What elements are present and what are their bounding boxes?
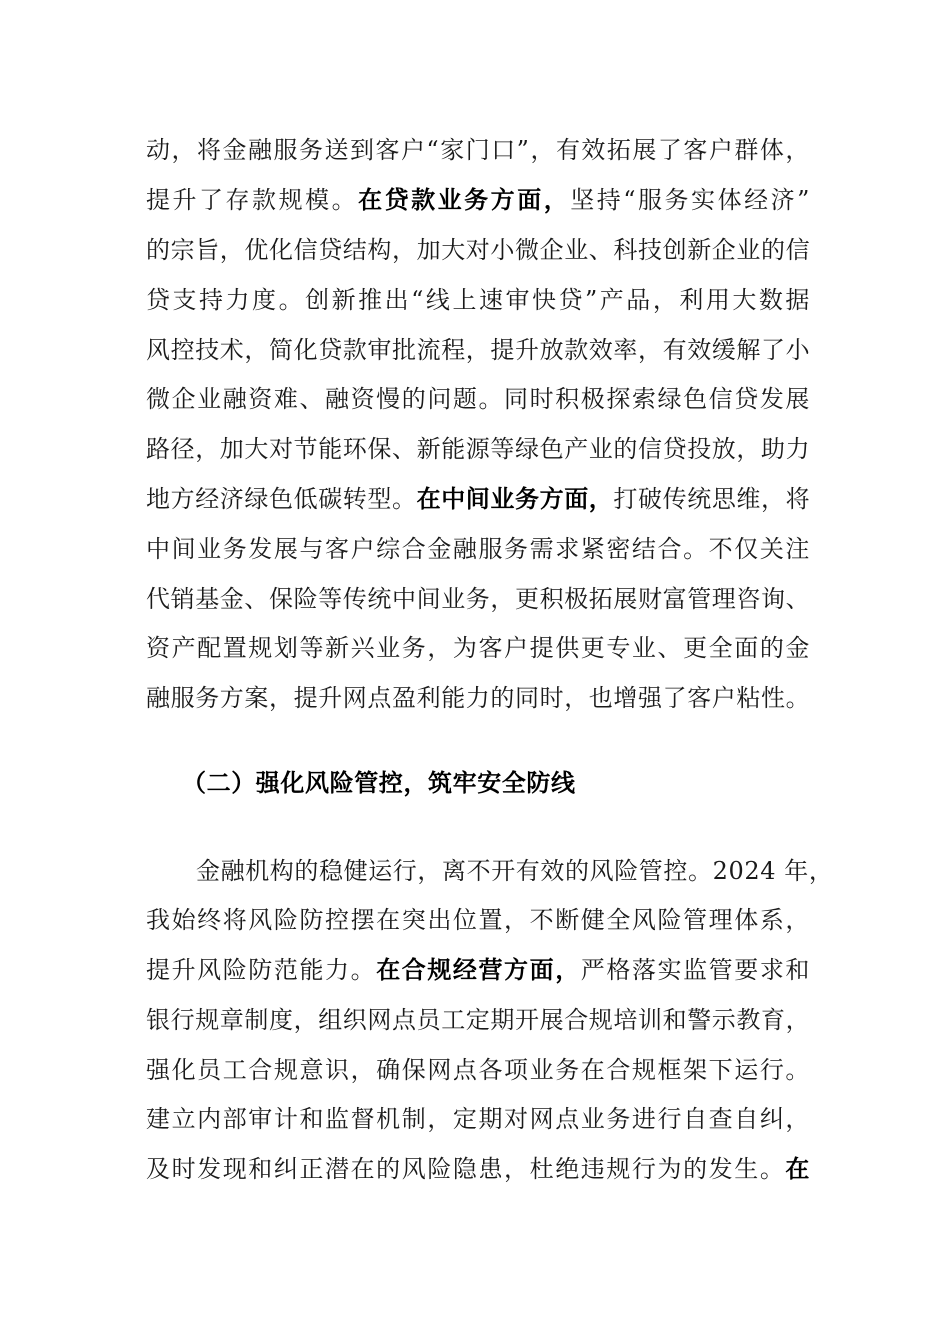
line-text: 及时发现和纠正潜在的风险隐患，杜绝违规行为的发生。	[146, 1155, 786, 1183]
paragraph-2-line-2: 我始终将风险防控摆在突出位置，不断健全风险管理体系，	[146, 906, 810, 934]
paragraph-1-line-9: 中间业务发展与客户综合金融服务需求紧密结合。不仅关注	[146, 535, 810, 563]
paragraph-1-line-2	[146, 185, 810, 215]
line-text: 地方经济绿色低碳转型。	[146, 485, 417, 513]
paragraph-2-line-3	[146, 955, 810, 985]
paragraph-1-line-12: 融服务方案，提升网点盈利能力的同时，也增强了客户粘性。	[146, 684, 811, 712]
paragraph-1-line-8	[146, 484, 810, 514]
line-text: 严格落实监管要求和	[580, 956, 810, 984]
bold-lead-compliance: 在合规经营方面，	[376, 955, 581, 984]
paragraph-2-line-4: 银行规章制度，组织网点员工定期开展合规培训和警示教育，	[146, 1006, 811, 1034]
paragraph-1-line-4: 贷支持力度。创新推出“线上速审快贷”产品，利用大数据	[146, 286, 810, 314]
paragraph-2-line-1: 金融机构的稳健运行，离不开有效的风险管控。2024 年，	[196, 857, 834, 885]
paragraph-2-line-7	[146, 1154, 810, 1184]
line-text: 提升风险防范能力。	[146, 956, 377, 984]
line-text: 提升了存款规模。	[146, 186, 359, 214]
paragraph-1-line-6: 微企业融资难、融资慢的问题。同时积极探索绿色信贷发展	[146, 385, 810, 413]
paragraph-1-line-5: 风控技术，简化贷款审批流程，提升放款效率，有效缓解了小	[146, 336, 811, 364]
paragraph-2-line-5: 强化员工合规意识，确保网点各项业务在合规框架下运行。	[146, 1056, 810, 1084]
line-text: 坚持“服务实体经济”	[570, 186, 810, 214]
line-text: 打破传统思维，将	[613, 485, 811, 513]
bold-lead-intermediary: 在中间业务方面，	[416, 484, 614, 513]
paragraph-2-line-6: 建立内部审计和监督机制，定期对网点业务进行自查自纠，	[146, 1105, 810, 1133]
paragraph-1-line-7: 路径，加大对节能环保、新能源等绿色产业的信贷投放，助力	[146, 435, 811, 463]
section-heading: （二）强化风险管控，筑牢安全防线	[182, 768, 576, 797]
paragraph-1-line-1: 动，将金融服务送到客户“家门口”，有效拓展了客户群体，	[146, 136, 810, 164]
paragraph-1-line-3: 的宗旨，优化信贷结构，加大对小微企业、科技创新企业的信	[146, 236, 811, 264]
bold-lead-next: 在	[785, 1154, 810, 1183]
paragraph-1-line-10: 代销基金、保险等传统中间业务，更积极拓展财富管理咨询、	[146, 585, 811, 613]
bold-lead-loan: 在贷款业务方面，	[358, 185, 571, 214]
paragraph-1-line-11: 资产配置规划等新兴业务，为客户提供更专业、更全面的金	[146, 634, 810, 662]
